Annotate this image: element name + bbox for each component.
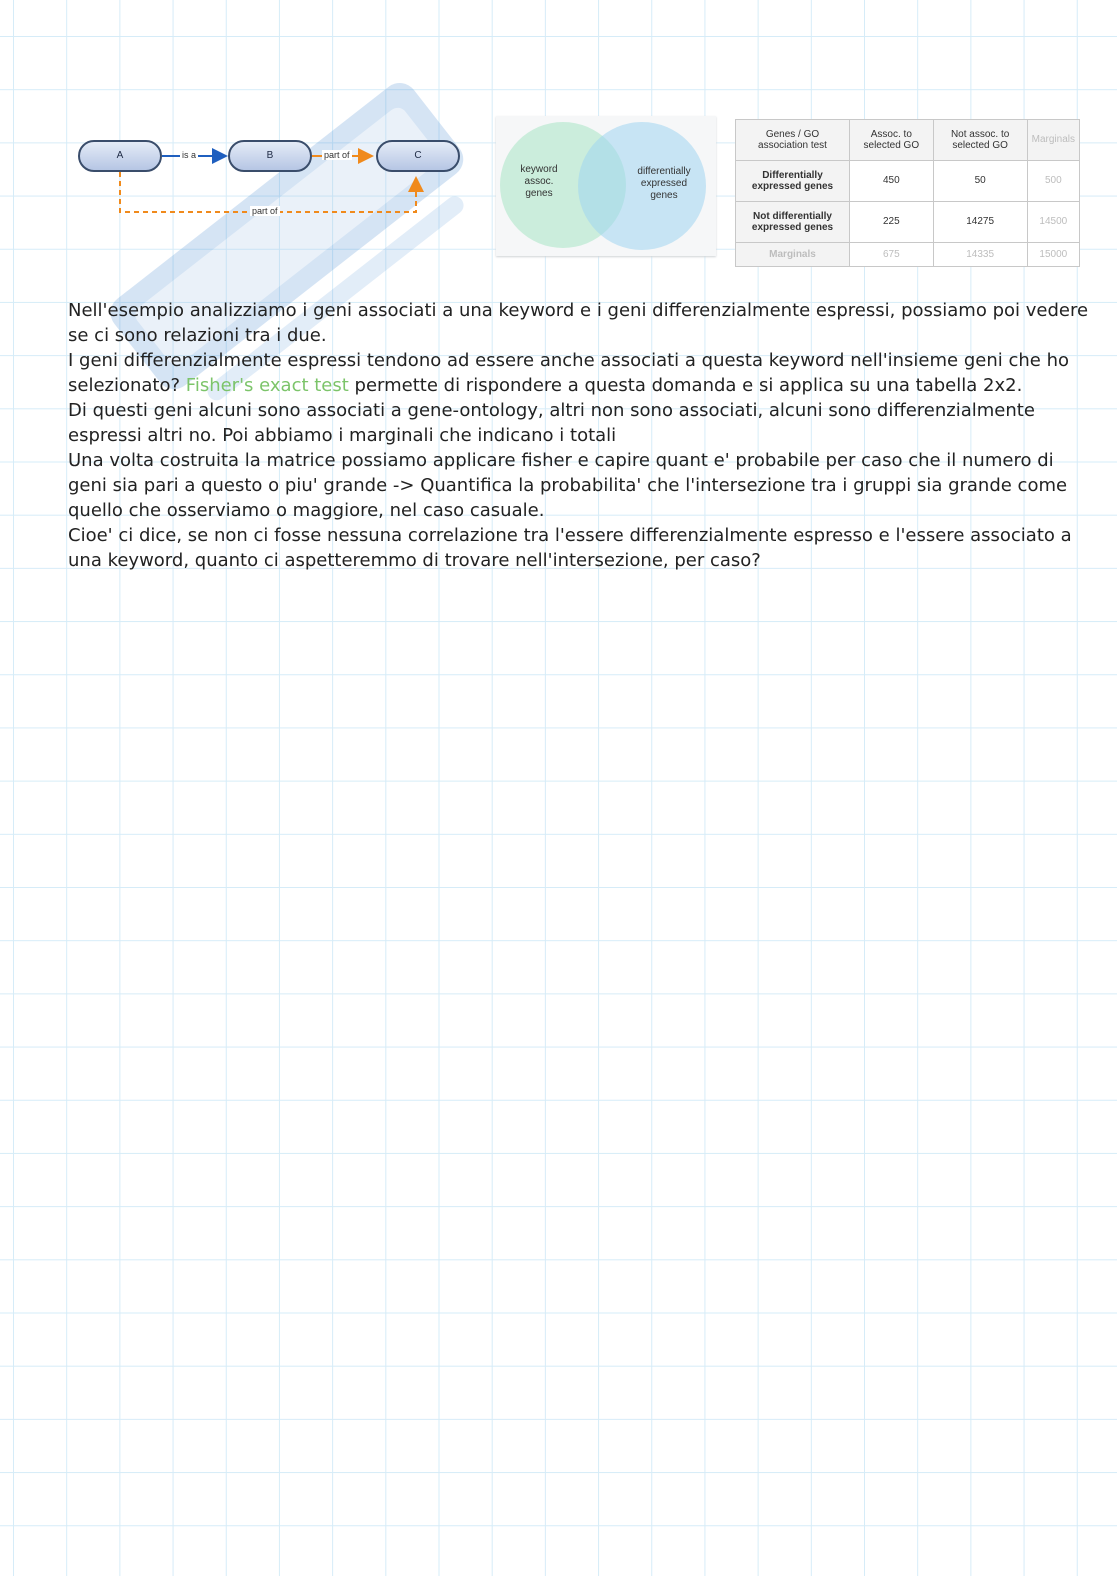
paragraph-4: Una volta costruita la matrice possiamo applicare fisher e capire quant e' probabile per caso che il numero di geni sia pari a questo o piu' grande -> Quantifica la probabilita' che l'intersezione tra i gruppi sia grande come quello che osserviamo o maggiore, nel caso casuale. [68,450,1068,521]
table-header-cell: Assoc. to selected GO [850,120,934,161]
table-cell: 500 [1027,160,1079,201]
venn-label-differential: differentially expressed genes [637,166,691,201]
venn-label-keyword: keyword assoc. genes [520,164,558,199]
node-c: C [376,140,460,172]
node-b: B [228,140,312,172]
table-header-cell: Not assoc. to selected GO [933,120,1027,161]
ontology-diagram [68,112,478,232]
table-row [736,201,1080,242]
table-cell: 14335 [933,242,1027,266]
node-a: A [78,140,162,172]
table-row-header: Marginals [736,242,850,266]
table-cell: 450 [850,160,934,201]
venn-diagram [496,116,716,256]
table-cell: 14275 [933,201,1027,242]
edge-label-part-of-ac: part of [252,206,278,216]
table-row [736,242,1080,266]
contingency-table [735,119,1080,267]
edge-label-is-a: is a [182,150,197,160]
table-row [736,160,1080,201]
paragraph-2-text-end: permette di rispondere a questa domanda e si applica su una tabella 2x2. [348,375,1023,396]
paragraph-2-text: I geni differenzialmente espressi tendono ad essere anche associati a questa keyword nell'insieme geni che ho selezionato? [68,350,1069,396]
paragraph-5: Cioe' ci dice, se non ci fosse nessuna correlazione tra l'essere differenzialmente espresso e l'essere associato a una keyword, quanto ci aspetteremmo di trovare nell'intersezione, per caso? [68,525,1072,571]
fisher-test-highlight: Fisher's exact test [185,375,349,396]
table-cell: 14500 [1027,201,1079,242]
paragraph-2 [68,348,1098,398]
paragraph-1: Nell'esempio analizziamo i geni associati a una keyword e i geni differenzialmente espressi, possiamo poi vedere se ci sono relazioni tra i due. [68,300,1089,346]
table-header-cell: Marginals [1027,120,1079,161]
table-header-row [736,120,1080,161]
table-row-header: Differentially expressed genes [736,160,850,201]
table-row-header: Not differentially expressed genes [736,201,850,242]
paragraph-3: Di questi geni alcuni sono associati a gene-ontology, altri non sono associati, alcuni sono differenzialmente espressi altri no. Poi abbiamo i marginali che indicano i totali [68,400,1035,446]
table-cell: 15000 [1027,242,1079,266]
table-cell: 675 [850,242,934,266]
notes-body [68,298,1098,573]
table-header-cell: Genes / GO association test [736,120,850,161]
edge-label-part-of-bc: part of [324,150,350,160]
table-cell: 225 [850,201,934,242]
table-cell: 50 [933,160,1027,201]
